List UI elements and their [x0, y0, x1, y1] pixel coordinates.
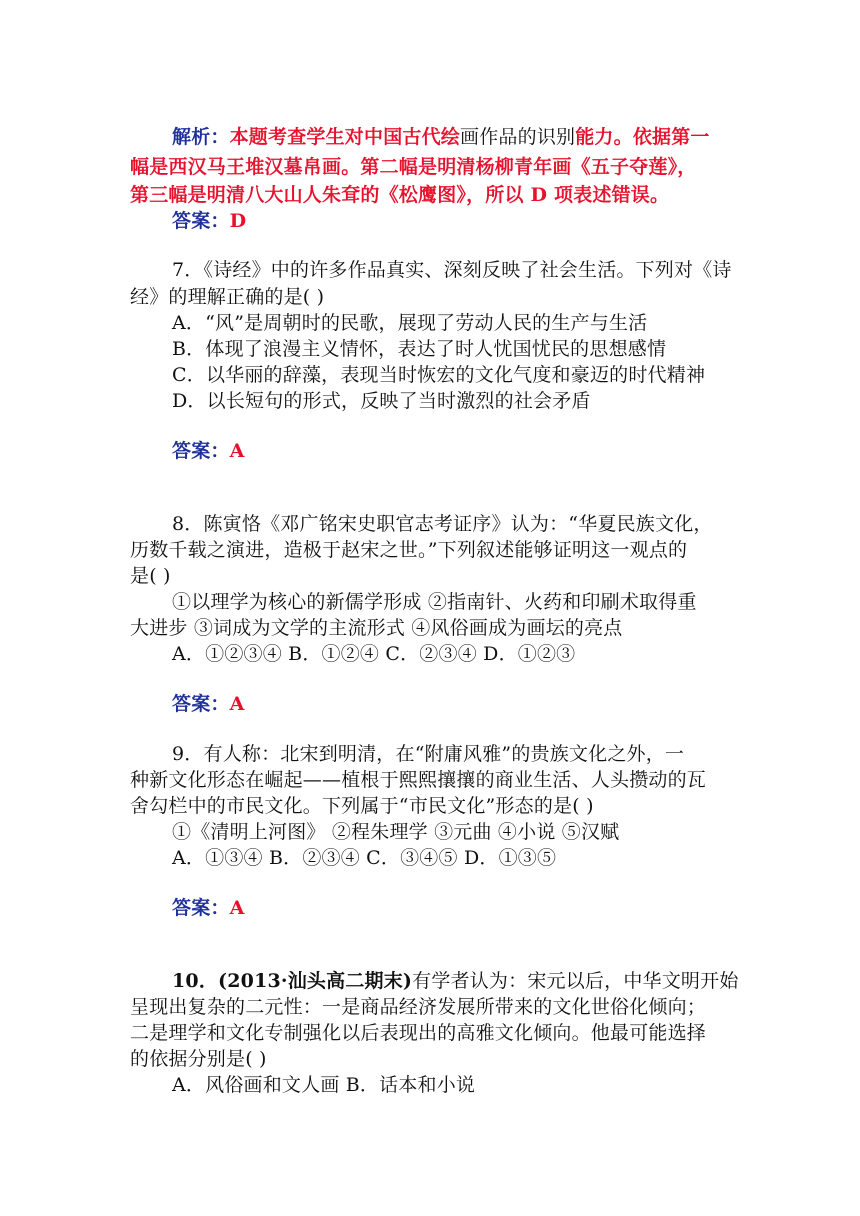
q7-answer — [172, 438, 732, 464]
q7-option-a: A．“风”是周朝时的民歌，展现了劳动人民的生产与生活 — [172, 312, 648, 334]
q10-stem-line-3: 二是理学和文化专制强化以后表现出的高雅文化倾向。他最可能选择 — [130, 1022, 707, 1044]
answer-value: A — [229, 897, 245, 919]
q10-stem-line-2: 呈现出复杂的二元性：一是商品经济发展所带来的文化世俗化倾向； — [130, 996, 707, 1018]
q9-stem-line-1: 9．有人称：北宋到明清，在“附庸风雅”的贵族文化之外，一 — [172, 743, 685, 765]
analysis-text-1b: 画作品的识别 — [460, 126, 576, 148]
q9-stem-line-3: 舍勾栏中的市民文化。下列属于“市民文化”形态的是( ) — [130, 795, 594, 817]
analysis-label: 解析： — [172, 126, 230, 148]
q7-option-d: D．以长短句的形式，反映了当时激烈的社会矛盾 — [172, 390, 591, 412]
q9-options: A．①③④ B．②③④ C．③④⑤ D．①③⑤ — [172, 847, 557, 869]
q10-stem-line-4: 的依据分别是( ) — [130, 1048, 267, 1070]
q8-stem-line-3: 是( ) — [130, 565, 171, 587]
answer-label: 答案： — [172, 897, 230, 919]
answer-label: 答案： — [172, 693, 230, 715]
q8-stem-line-2: 历数千载之演进，造极于赵宋之世。”下列叙述能够证明这一观点的 — [130, 539, 688, 561]
answer-label: 答案： — [172, 210, 230, 232]
q8-options: A．①②③④ B．①②④ C．②③④ D．①②③ — [172, 643, 576, 665]
analysis-answer — [172, 208, 732, 234]
analysis-text-1a: 本题考查学生对中国古代绘 — [229, 126, 461, 148]
q9-answer — [172, 895, 732, 921]
q10-source: 10．(2013·汕头高二期末) — [172, 970, 413, 992]
q8-items-line-1: ①以理学为核心的新儒学形成 ②指南针、火药和印刷术取得重 — [172, 591, 697, 613]
q8-stem-line-1: 8．陈寅恪《邓广铭宋史职官志考证序》认为：“华夏民族文化， — [172, 513, 713, 535]
q10-stem-line-1 — [172, 968, 739, 994]
q8-items-line-2: 大进步 ③词成为文学的主流形式 ④风俗画成为画坛的亮点 — [130, 617, 623, 639]
q7-stem-line-2: 经》的理解正确的是( ) — [130, 286, 325, 308]
analysis-text-1c: 能力。依据第一 — [575, 126, 710, 148]
analysis-line-3: 第三幅是明清八大山人朱耷的《松鹰图》，所以 D 项表述错误。 — [130, 184, 670, 206]
answer-value: D — [229, 210, 247, 232]
analysis-line-2: 幅是西汉马王堆汉墓帛画。第二幅是明清杨柳青年画《五子夺莲》， — [130, 156, 697, 178]
answer-label: 答案： — [172, 440, 230, 462]
q7-stem-line-1: 7．《诗经》中的许多作品真实、深刻反映了社会生活。下列对《诗 — [172, 259, 732, 281]
q7-option-b: B．体现了浪漫主义情怀，表达了时人忧国忧民的思想感情 — [172, 338, 667, 360]
q8-answer — [172, 691, 732, 717]
q10-options: A．风俗画和文人画 B．话本和小说 — [172, 1074, 476, 1096]
answer-value: A — [229, 693, 245, 715]
q10-stem-text: 有学者认为：宋元以后，中华文明开始 — [412, 970, 739, 992]
analysis-line-1 — [172, 124, 732, 150]
q9-items: ①《清明上河图》 ②程朱理学 ③元曲 ④小说 ⑤汉赋 — [172, 821, 620, 843]
q7-option-c: C．以华丽的辞藻，表现当时恢宏的文化气度和豪迈的时代精神 — [172, 364, 706, 386]
q9-stem-line-2: 种新文化形态在崛起——植根于熙熙攘攘的商业生活、人头攒动的瓦 — [130, 769, 707, 791]
answer-value: A — [229, 440, 245, 462]
